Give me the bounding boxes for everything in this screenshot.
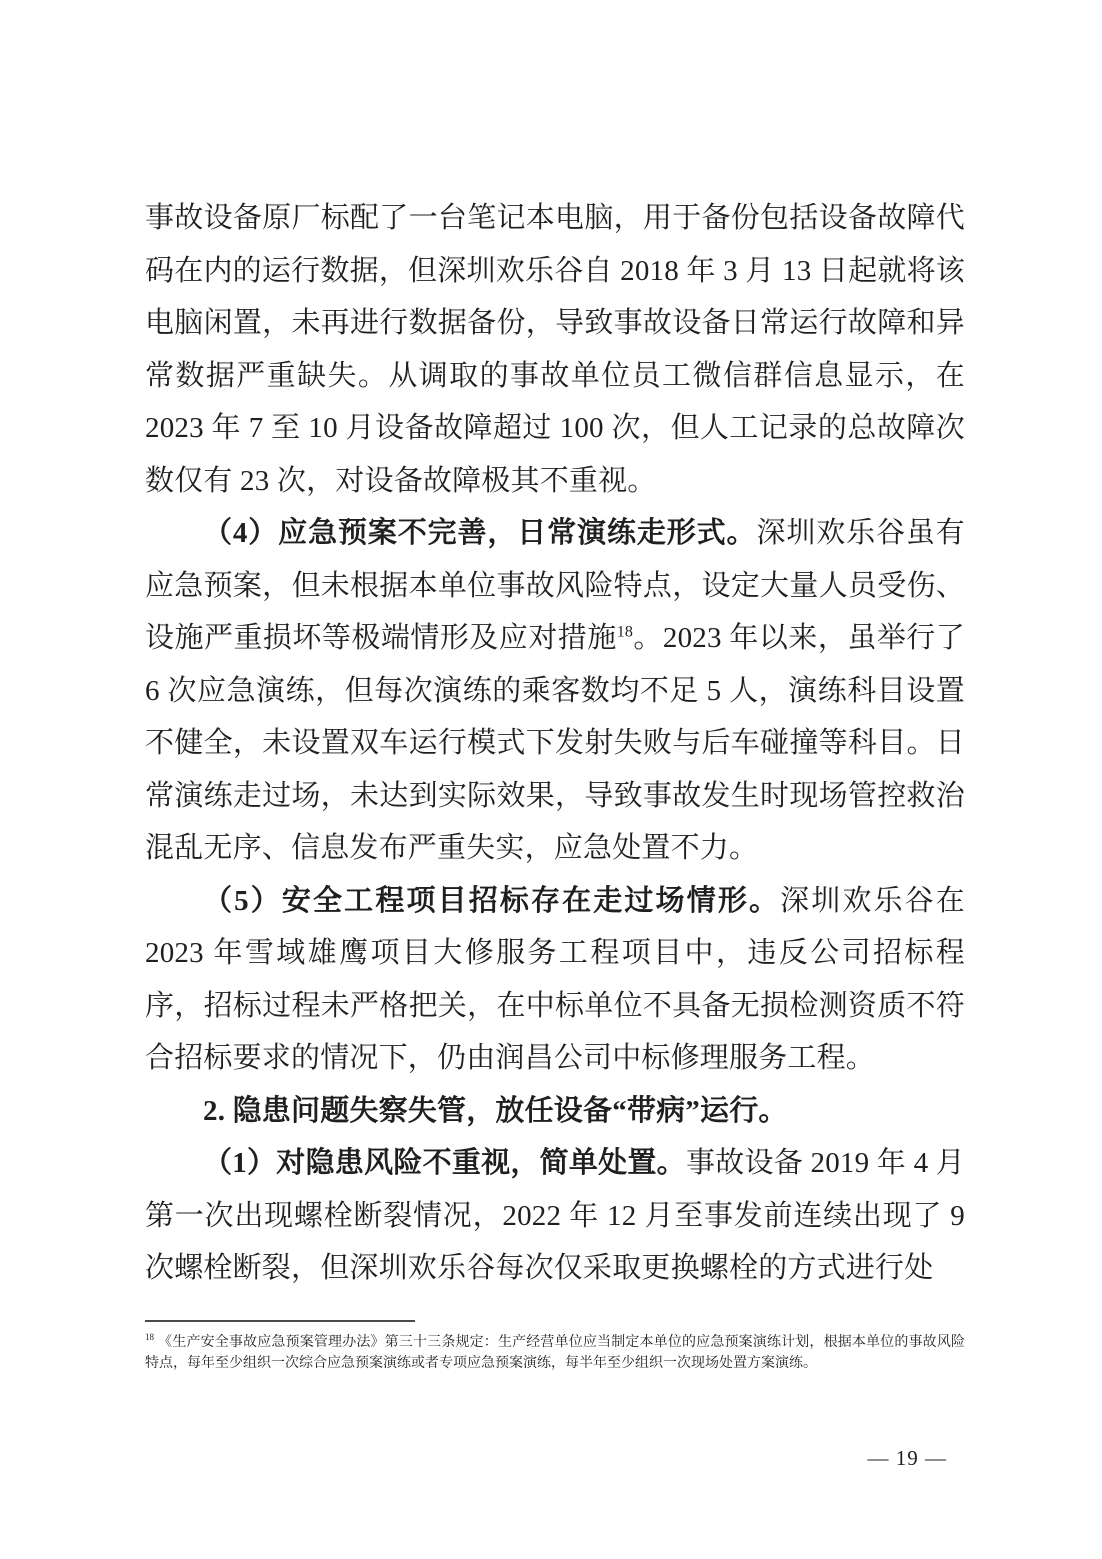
page-number: — 19 — [867, 1446, 947, 1470]
footnote-reference-18: 18 [616, 623, 634, 641]
paragraph-text: 事故设备原厂标配了一台笔记本电脑，用于备份包括设备故障代码在内的运行数据，但深圳欢乐谷自 2018 年 3 月 13 日起就将该电脑闲置，未再进行数据备份，导致事故设备日常运行故障和异常数据严重缺失。从调取的事故单位员工微信群信息显示，在 2023 年 7 至 10 月设备故障超过 100 次，但人工记录的总故障次数仅有 23 次，对设备故障极其不重视。 [145, 202, 965, 497]
body-text-block [145, 192, 965, 1295]
paragraph-text: 事故设备 2019 年 4 月第一次出现螺栓断裂情况，2022 年 12 月至事发前连续出现了 9 次螺栓断裂，但深圳欢乐谷每次仅采取更换螺栓的方式进行处 [145, 1147, 965, 1284]
footnote-separator [145, 1320, 415, 1322]
paragraph-text: 。2023 年以来，虽举行了 6 次应急演练，但每次演练的乘客数均不足 5 人，演练科目设置不健全，未设置双车运行模式下发射失败与后车碰撞等科目。日常演练走过场，未达到实际效果，导致事故发生时现场管控救治混乱无序、信息发布严重失实，应急处置不力。 [145, 622, 965, 864]
footnote-marker: 18 [145, 1332, 154, 1343]
paragraph-item-1 [145, 1137, 965, 1295]
paragraph-heading: （1）对隐患风险不重视，简单处置。 [203, 1147, 686, 1179]
section-heading: 2. 隐患问题失察失管，放任设备“带病”运行。 [203, 1094, 788, 1127]
paragraph-text: 深圳欢乐谷虽有应急预案，但未根据本单位事故风险特点，设定大量人员受伤、设施严重损坏等极端情形及应对措施 [145, 517, 965, 654]
paragraph-heading-2 [145, 1085, 965, 1138]
paragraph-text: 深圳欢乐谷在 2023 年雪域雄鹰项目大修服务工程项目中，违反公司招标程序，招标过程未严格把关，在中标单位不具备无损检测资质不符合招标要求的情况下，仍由润昌公司中标修理服务工程。 [145, 884, 965, 1074]
paragraph-continuation [145, 192, 965, 507]
footnote-text: 《生产安全事故应急预案管理办法》第三十三条规定：生产经营单位应当制定本单位的应急预案演练计划，根据本单位的事故风险特点，每年至少组织一次综合应急预案演练或者专项应急预案演练，每半年至少组织一次现场处置方案演练。 [145, 1335, 965, 1371]
paragraph-heading: （5）安全工程项目招标存在走过场情形。 [203, 884, 781, 917]
footnote [145, 1332, 965, 1374]
footnote-area [145, 1320, 965, 1374]
paragraph-heading: （4）应急预案不完善，日常演练走形式。 [203, 517, 757, 549]
paragraph-item-5 [145, 875, 965, 1085]
paragraph-item-4 [145, 507, 965, 875]
